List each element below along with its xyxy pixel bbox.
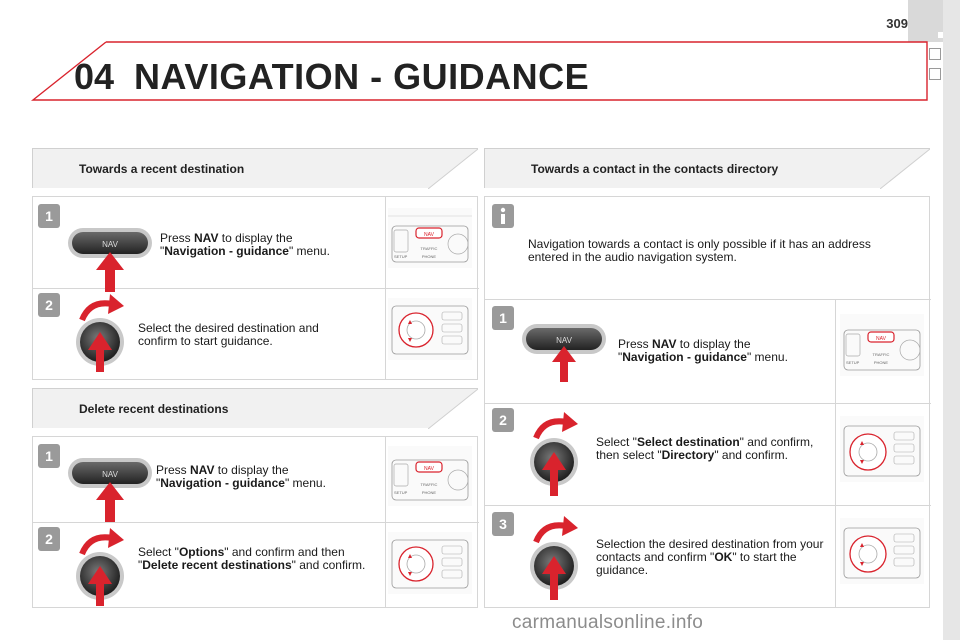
chapter-marker-box bbox=[929, 68, 941, 80]
chapter-marker-box bbox=[929, 48, 941, 60]
console-panel-icon bbox=[388, 446, 472, 506]
console-panel-icon bbox=[840, 416, 924, 482]
section-corner bbox=[428, 389, 478, 429]
section-corner bbox=[880, 149, 930, 189]
svg-text:SETUP: SETUP bbox=[394, 490, 408, 495]
svg-text:2: 2 bbox=[45, 531, 53, 547]
svg-text:NAV: NAV bbox=[424, 466, 434, 472]
section-title: Delete recent destinations bbox=[79, 402, 229, 416]
svg-text:PHONE: PHONE bbox=[421, 490, 437, 495]
info-icon bbox=[492, 204, 514, 228]
section-corner bbox=[428, 149, 478, 189]
step-badge-icon bbox=[492, 408, 514, 432]
step-badge-icon bbox=[38, 527, 60, 551]
svg-text:1: 1 bbox=[45, 208, 53, 224]
step-instruction: Press NAV to display the "Navigation - guidance" menu. bbox=[156, 463, 326, 490]
svg-text:NAV: NAV bbox=[876, 336, 886, 342]
page-edge-strip bbox=[943, 0, 960, 640]
step-instruction: Select "Options" and confirm and then "Delete recent destinations" and confirm. bbox=[138, 545, 366, 572]
console-panel-icon bbox=[388, 208, 472, 268]
rotary-knob-icon bbox=[70, 290, 140, 374]
svg-text:1: 1 bbox=[45, 448, 53, 464]
curved-arrow-icon bbox=[536, 525, 566, 542]
info-note: Navigation towards a contact is only possible if it has an address entered in the audio navigation system. bbox=[528, 237, 871, 264]
console-panel-icon bbox=[840, 314, 924, 376]
step-instruction: Select "Select destination" and confirm, then select "Directory" and confirm. bbox=[596, 435, 814, 462]
section-title: Towards a contact in the contacts directory bbox=[531, 162, 779, 176]
console-panel-icon bbox=[840, 518, 924, 584]
svg-text:PHONE: PHONE bbox=[873, 360, 889, 365]
rotary-knob-icon bbox=[524, 408, 594, 498]
section-header bbox=[32, 148, 478, 188]
nav-button-icon bbox=[520, 320, 612, 384]
step-instruction: Press NAV to display the "Navigation - guidance" menu. bbox=[618, 337, 788, 364]
svg-text:2: 2 bbox=[499, 412, 507, 428]
rotary-knob-icon bbox=[524, 512, 594, 602]
curved-arrow-icon bbox=[82, 303, 112, 320]
svg-text:NAV: NAV bbox=[102, 240, 118, 249]
svg-text:NAV: NAV bbox=[424, 232, 434, 238]
section-title: Towards a recent destination bbox=[79, 162, 245, 176]
step-badge-icon bbox=[492, 306, 514, 330]
rotary-knob-icon bbox=[70, 524, 140, 608]
svg-text:TRAFFIC: TRAFFIC bbox=[420, 246, 438, 251]
svg-text:3: 3 bbox=[499, 516, 507, 532]
section-header bbox=[484, 148, 930, 188]
step-badge-icon bbox=[38, 293, 60, 317]
watermark: carmanualsonline.info bbox=[512, 612, 704, 633]
step-badge-icon bbox=[38, 204, 60, 228]
nav-button-icon bbox=[66, 454, 158, 526]
svg-text:NAV: NAV bbox=[556, 336, 572, 345]
console-panel-icon bbox=[388, 298, 472, 360]
svg-text:TRAFFIC: TRAFFIC bbox=[420, 482, 438, 487]
svg-text:NAV: NAV bbox=[102, 470, 118, 479]
step-badge-icon bbox=[492, 512, 514, 536]
section-header bbox=[32, 388, 478, 428]
curved-arrow-icon bbox=[536, 421, 566, 438]
step-badge-icon bbox=[38, 444, 60, 468]
step-instruction: Press NAV to display the "Navigation - guidance" menu. bbox=[160, 231, 330, 258]
page-number: 309 bbox=[886, 16, 908, 31]
svg-text:SETUP: SETUP bbox=[394, 254, 408, 259]
step-instruction: Selection the desired destination from your contacts and confirm "OK" to start the guidance. bbox=[596, 537, 824, 577]
svg-text:2: 2 bbox=[45, 297, 53, 313]
svg-text:PHONE: PHONE bbox=[421, 254, 437, 259]
chapter-number: 04 bbox=[74, 56, 115, 97]
curved-arrow-icon bbox=[82, 537, 112, 554]
console-panel-icon bbox=[388, 532, 472, 594]
svg-text:SETUP: SETUP bbox=[846, 360, 860, 365]
svg-text:1: 1 bbox=[499, 310, 507, 326]
page-title: NAVIGATION - GUIDANCE bbox=[134, 56, 590, 97]
step-instruction: Select the desired destination and confirm to start guidance. bbox=[138, 321, 319, 348]
nav-button-icon bbox=[66, 222, 158, 294]
svg-text:TRAFFIC: TRAFFIC bbox=[872, 352, 890, 357]
page-corner-tab bbox=[908, 0, 948, 42]
